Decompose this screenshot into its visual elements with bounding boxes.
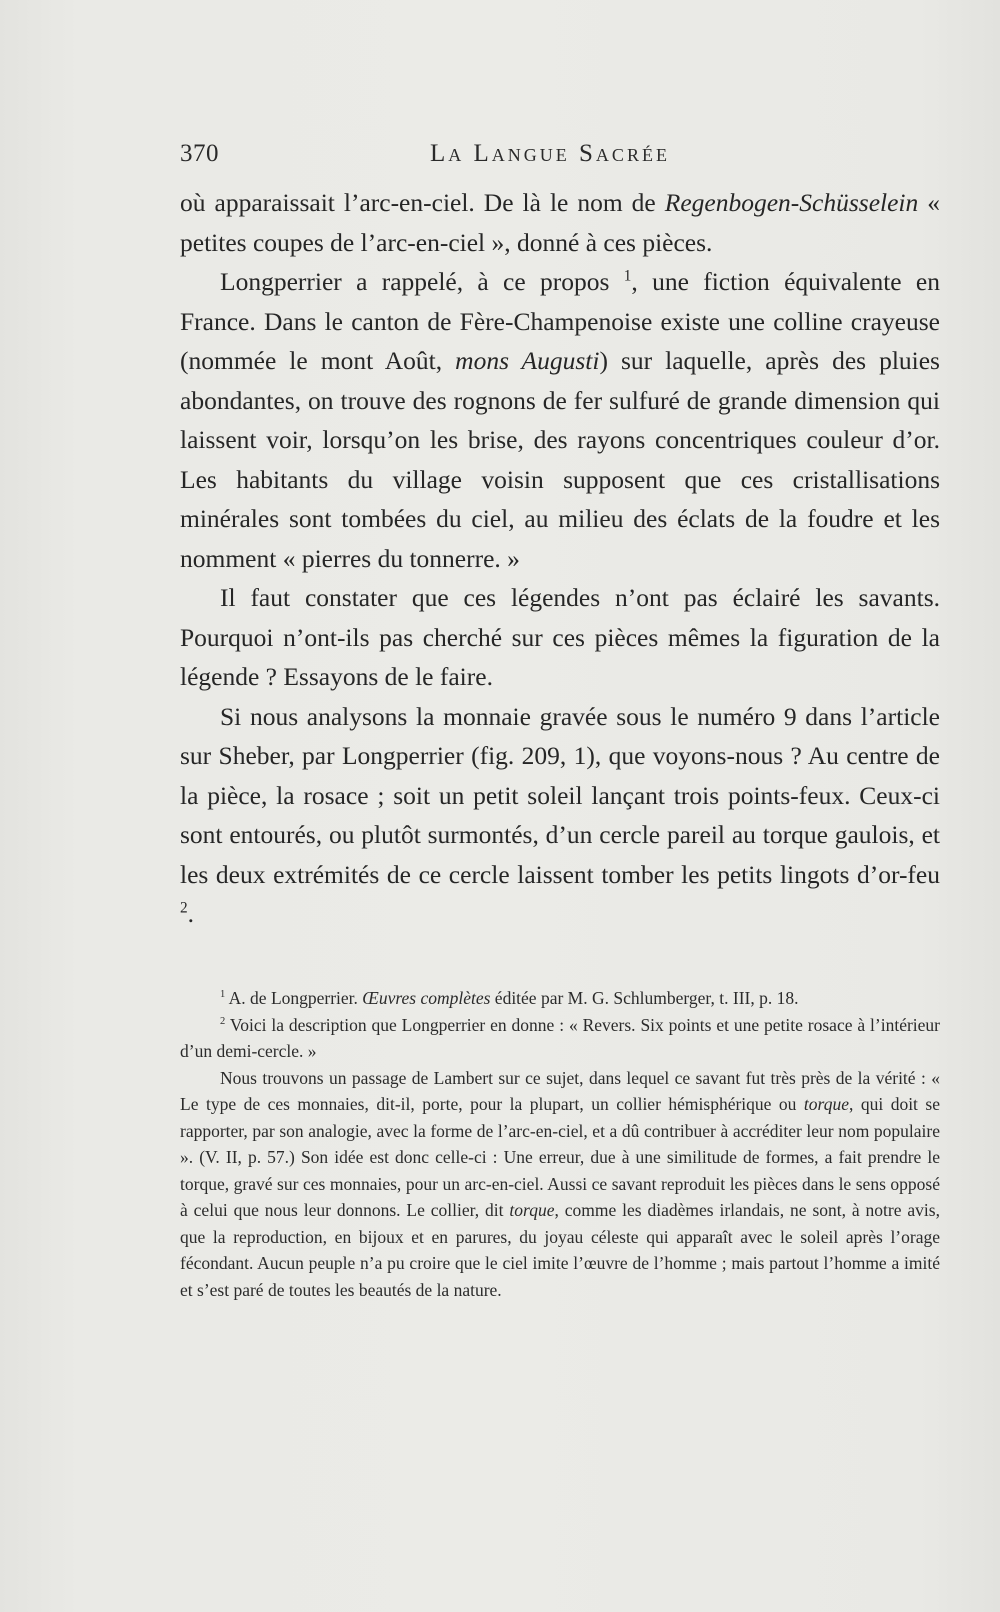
footnote-marker: 1 [220, 989, 226, 1001]
footnote-ref-2[interactable]: 2 [180, 899, 188, 917]
italic-term: Regenbogen-Schüsselein [664, 188, 919, 217]
footnote-2: $^2$ Voici la description que Longperrier en donne : « Revers. Six points et une petite rosace à l’intérieur d’un demi-cercle. » [180, 1014, 940, 1061]
main-text [180, 183, 940, 934]
footnotes [180, 985, 940, 1303]
footnote-1: $^1$ A. de Longperrier. Œuvres complètes éditée par M. G. Schlumberger, t. III, p. 18. [220, 988, 799, 1008]
italic-term: torque [509, 1200, 555, 1220]
italic-term: torque [803, 1094, 849, 1114]
running-title: La Langue Sacrée [430, 140, 670, 167]
italic-term: mons Augusti [455, 346, 600, 375]
paragraph-3: Il faut constater que ces légendes n’ont pas éclairé les savants. Pourquoi n’ont-ils pas cherché sur ces pièces mêmes la figuration de la légende ? Essayons de le faire. [180, 583, 940, 691]
paragraph-2: Longperrier a rappelé, à ce propos $^1$, une fiction équivalente en France. Dans le canton de Fère-Champenoise existe une colline crayeuse (nommée le mont Août, mons Augusti) sur laquelle, après des pluies abondantes, on trouve des rognons de fer sulfuré de grande dimension qui laissent voir, lorsqu’on les brise, des rayons concentriques couleur d’or. Les habitants du village voisin supposent que ces cristallisations minérales sont tombées du ciel, au milieu des éclats de la foudre et les nomment « pierres du tonnerre. » [180, 267, 940, 573]
italic-title: Œuvres complètes [362, 988, 491, 1008]
footnote-2-continued: Nous trouvons un passage de Lambert sur ce sujet, dans lequel ce savant fut très près de la vérité : « Le type de ces monnaies, dit-il, porte, pour la plupart, un collier hémisphérique ou torque, qui doit se rapporter, par son analogie, avec la forme de l’arc-en-ciel, et a dû contribuer à accréditer leur nom populaire ». (V. II, p. 57.) Son idée est donc celle-ci : Une erreur, due à une similitude de formes, a fait prendre le torque, gravé sur ces monnaies, pour un arc-en-ciel. Aussi ce savant reproduit les pièces dans le sens opposé à celui que nous leur donnons. Le collier, dit torque, comme les diadèmes irlandais, ne sont, à notre avis, que la reproduction, en bijoux et en parures, du joyau céleste qui apparaît avec le soleil après l’orage fécondant. Aucun peuple n’a pu croire que le ciel imite l’œuvre de l’homme ; mais partout l’homme a imité et s’est paré de toutes les beautés de la nature. [180, 1067, 940, 1300]
paragraph-1: où apparaissait l’arc-en-ciel. De là le nom de Regenbogen-Schüsselein « petites coupes de l’arc-en-ciel », donné à ces pièces. [180, 188, 940, 257]
page-number: 370 [180, 140, 219, 167]
page-header [180, 140, 940, 180]
footnote-marker: 2 [220, 1015, 226, 1027]
paragraph-4: Si nous analysons la monnaie gravée sous le numéro 9 dans l’article sur Sheber, par Longperrier (fig. 209, 1), que voyons-nous ? Au centre de la pièce, la rosace ; soit un petit soleil lançant trois points-feux. Ceux-ci sont entourés, ou plutôt surmontés, d’un cercle pareil au torque gaulois, et les deux extrémités de ce cercle laissent tomber les petits lingots d’or-feu $^2$. [180, 701, 940, 928]
footnote-ref-1[interactable]: 1 [623, 267, 632, 285]
